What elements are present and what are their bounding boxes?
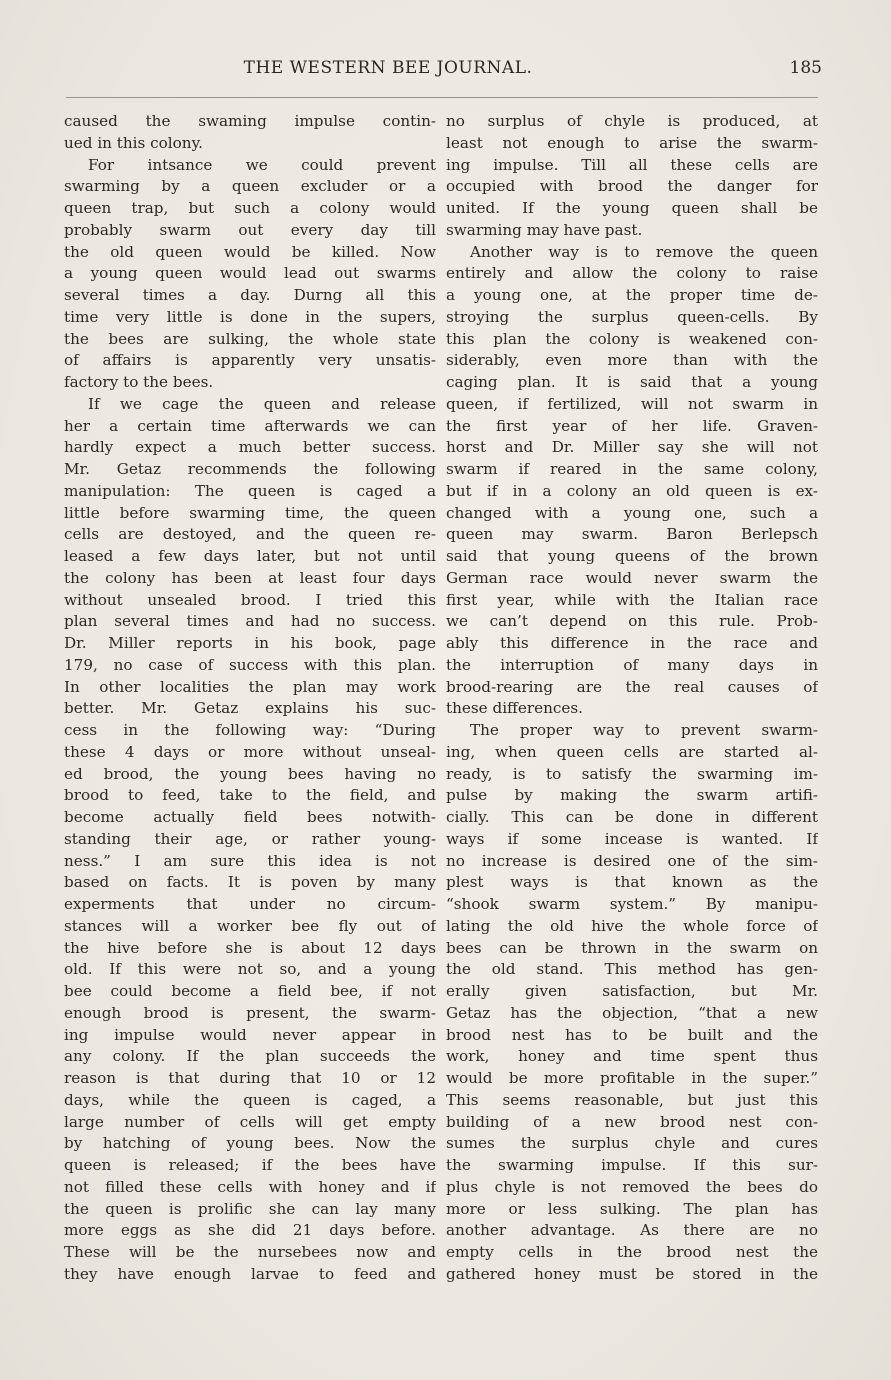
text-line: Dr. Miller reports in his book, page — [64, 634, 436, 652]
text-line: hardly expect a much better success. — [64, 438, 436, 457]
text-line: the old stand. This method has gen- — [446, 960, 818, 979]
text-line: another advantage. As there are no — [446, 1221, 818, 1240]
text-line: brood-rearing are the real causes of — [446, 677, 818, 696]
text-line: more or less sulking. The plan has — [446, 1199, 818, 1218]
text-line: a young queen would lead out swarms — [64, 264, 436, 283]
text-line: several times a day. Durng all this — [64, 286, 436, 304]
text-line: the hive before she is about 12 days — [64, 938, 436, 957]
text-line: enough brood is present, the swarm- — [64, 1003, 436, 1022]
text-line: we can’t depend on this rule. Prob- — [446, 612, 818, 631]
text-line: If we cage the queen and release — [88, 394, 436, 413]
text-line: her a certain time afterwards we can — [64, 416, 436, 435]
text-line: queen trap, but such a colony would — [64, 199, 436, 217]
text-line: time very little is done in the supers, — [64, 307, 436, 326]
text-line: days, while the queen is caged, a — [64, 1090, 436, 1109]
text-line: the queen is prolific she can lay many — [64, 1199, 436, 1218]
text-line: cess in the following way: “During — [64, 721, 436, 739]
text-line: united. If the young queen shall be — [446, 199, 818, 217]
text-line: This seems reasonable, but just this — [446, 1090, 818, 1109]
header-rule — [66, 97, 818, 98]
text-line: pulse by making the swarm artifi- — [446, 786, 818, 805]
text-line: caging plan. It is said that a young — [446, 373, 818, 391]
text-line: no increase is desired one of the sim- — [446, 851, 818, 870]
text-line: the bees are sulking, the whole state — [64, 329, 436, 348]
text-line: plest ways is that known as the — [446, 873, 818, 892]
text-line: building of a new brood nest con- — [446, 1112, 818, 1131]
text-line: experments that under no circum- — [64, 895, 436, 913]
text-line: Mr. Getaz recommends the following — [64, 460, 436, 478]
text-line: These will be the nursebees now and — [64, 1243, 436, 1261]
text-line: empty cells in the brood nest the — [446, 1243, 818, 1261]
text-line: work, honey and time spent thus — [446, 1047, 818, 1066]
text-line: In other localities the plan may work — [64, 677, 436, 696]
text-line: gathered honey must be stored in the — [446, 1264, 818, 1283]
text-line: Getaz has the objection, “that a new — [446, 1003, 818, 1022]
text-line: cially. This can be done in different — [446, 808, 818, 826]
text-line: brood to feed, take to the field, and — [64, 786, 436, 805]
text-line: queen is released; if the bees have — [64, 1156, 436, 1174]
text-line: “shook swarm system.” By manipu- — [446, 895, 818, 913]
text-line: ready, is to satisfy the swarming im- — [446, 764, 818, 783]
text-line: Another way is to remove the queen — [470, 242, 818, 261]
text-line: swarming may have past. — [446, 220, 643, 239]
text-line: For intsance we could prevent — [88, 155, 436, 174]
text-line: horst and Dr. Miller say she will not — [446, 438, 818, 457]
text-line: become actually field bees notwith- — [64, 808, 436, 826]
text-line: the first year of her life. Graven- — [446, 416, 818, 435]
right-column — [446, 111, 818, 1286]
text-line: brood nest has to be built and the — [446, 1025, 818, 1044]
running-header — [62, 58, 822, 84]
text-line: standing their age, or rather young- — [64, 829, 436, 848]
text-line: ways if some incease is wanted. If — [446, 829, 818, 848]
text-line: more eggs as she did 21 days before. — [64, 1221, 436, 1240]
text-line: first year, while with the Italian race — [446, 590, 818, 609]
text-line: large number of cells will get empty — [64, 1112, 436, 1131]
text-line: these 4 days or more without unseal- — [64, 742, 436, 761]
text-line: better. Mr. Getaz explains his suc- — [64, 699, 436, 718]
text-line: no surplus of chyle is produced, at — [446, 112, 818, 130]
text-line: but if in a colony an old queen is ex- — [446, 481, 818, 500]
text-line: queen may swarm. Baron Berlepsch — [446, 525, 818, 544]
text-line: would be more profitable in the super.” — [446, 1069, 818, 1087]
text-line: swarm if reared in the same colony, — [446, 460, 818, 478]
text-line: ing impulse would never appear in — [64, 1025, 436, 1044]
text-line: stroying the surplus queen-cells. By — [446, 307, 818, 326]
text-line: The proper way to prevent swarm- — [470, 721, 818, 739]
text-line: ing, when queen cells are started al- — [446, 742, 818, 761]
text-line: plus chyle is not removed the bees do — [446, 1177, 818, 1196]
text-line: manipulation: The queen is caged a — [64, 481, 436, 500]
text-line: least not enough to arise the swarm- — [446, 133, 818, 152]
text-line: ably this difference in the race and — [446, 634, 818, 652]
text-line: they have enough larvae to feed and — [64, 1264, 436, 1283]
text-line: the colony has been at least four days — [64, 568, 436, 587]
text-line: siderably, even more than with the — [446, 351, 818, 370]
text-line: stances will a worker bee fly out of — [64, 916, 436, 935]
text-line: a young one, at the proper time de- — [446, 286, 818, 304]
text-line: ing impulse. Till all these cells are — [446, 155, 818, 174]
page-number: 185 — [789, 58, 822, 78]
text-line: based on facts. It is poven by many — [64, 873, 436, 892]
text-line: ed brood, the young bees having no — [64, 764, 436, 783]
left-column — [64, 111, 436, 1286]
text-line: 179, no case of success with this plan. — [64, 655, 436, 674]
text-line: the interruption of many days in — [446, 655, 818, 674]
text-line: reason is that during that 10 or 12 — [64, 1069, 436, 1087]
text-line: of affairs is apparently very unsatis- — [64, 351, 436, 370]
text-line: old. If this were not so, and a young — [64, 960, 436, 979]
text-line: cells are destoyed, and the queen re- — [64, 525, 436, 544]
text-line: bee could become a field bee, if not — [64, 982, 436, 1000]
text-line: sumes the surplus chyle and cures — [446, 1134, 818, 1153]
text-line: swarming by a queen excluder or a — [64, 177, 436, 196]
text-line: German race would never swarm the — [446, 568, 818, 587]
text-line: lating the old hive the whole force of — [446, 916, 818, 935]
text-line: factory to the bees. — [64, 373, 214, 391]
text-line: little before swarming time, the queen — [64, 503, 436, 522]
text-line: queen, if fertilized, will not swarm in — [446, 394, 818, 413]
text-line: by hatching of young bees. Now the — [64, 1134, 436, 1153]
text-line: not filled these cells with honey and if — [64, 1177, 436, 1196]
text-line: bees can be thrown in the swarm on — [446, 938, 818, 957]
text-line: caused the swaming impulse contin- — [64, 112, 436, 130]
text-line: this plan the colony is weakened con- — [446, 329, 818, 348]
text-line: plan several times and had no success. — [64, 612, 436, 631]
text-line: occupied with brood the danger for — [446, 177, 818, 196]
text-line: any colony. If the plan succeeds the — [64, 1047, 436, 1066]
text-line: without unsealed brood. I tried this — [64, 590, 436, 609]
text-line: entirely and allow the colony to raise — [446, 264, 818, 283]
text-line: these differences. — [446, 699, 583, 718]
journal-title: THE WESTERN BEE JOURNAL. — [243, 58, 533, 78]
text-line: said that young queens of the brown — [446, 547, 818, 565]
text-line: the swarming impulse. If this sur- — [446, 1156, 818, 1174]
text-line: changed with a young one, such a — [446, 503, 818, 522]
text-line: leased a few days later, but not until — [64, 547, 436, 565]
text-line: probably swarm out every day till — [64, 220, 436, 239]
text-line: erally given satisfaction, but Mr. — [446, 982, 818, 1000]
text-line: the old queen would be killed. Now — [64, 242, 436, 261]
text-line: ness.” I am sure this idea is not — [64, 851, 436, 870]
text-line: ued in this colony. — [64, 133, 203, 152]
